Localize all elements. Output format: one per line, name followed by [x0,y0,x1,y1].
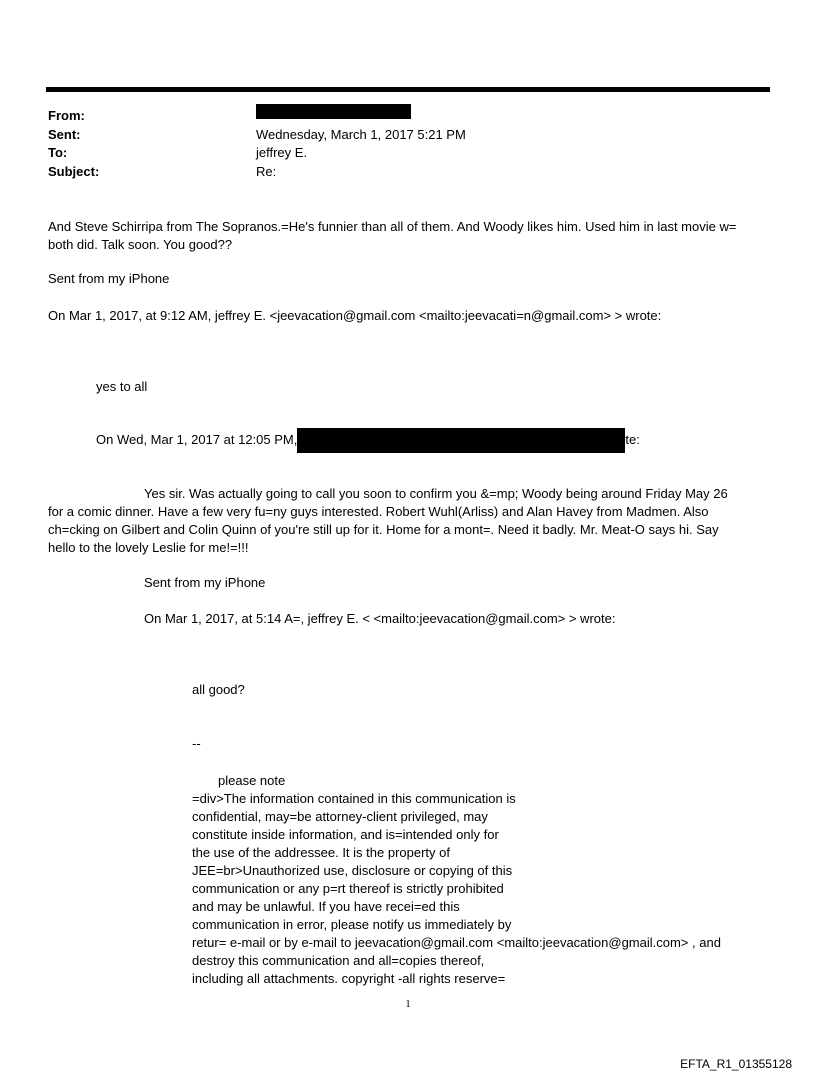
disclaimer-line: including all attachments. copyright -all rights reserve= [192,971,506,986]
from-label: From: [48,108,85,123]
sent-label: Sent: [48,126,81,142]
page-number: 1 [405,998,411,1010]
redaction-box [297,428,625,453]
paragraph-line: And Steve Schirripa from The Sopranos.=He's funnier than all of them. And Woody likes him. Used him in last movie w= [48,219,737,234]
sent-value: Wednesday, March 1, 2017 5:21 PM [256,126,466,142]
disclaimer-line: JEE=br>Unauthorized use, disclosure or copying of this [192,863,513,878]
paragraph-line: hello to the lovely Leslie for me!=!!! [48,540,249,555]
paragraph-line: ch=cking on Gilbert and Colin Quinn of you're still up for it. Home for a mont=. Need it badly. Mr. Meat-O says hi. Say [48,522,719,537]
disclaimer-line: retur= e-mail or by e-mail to jeevacation@gmail.com <mailto:jeevacation@gmail.com> , and [192,935,721,950]
disclaimer-line: communication or any p=rt thereof is strictly prohibited [192,881,504,896]
quote-header-2-prefix: On Wed, Mar 1, 2017 at 12:05 PM, [96,431,298,447]
to-label: To: [48,145,68,160]
disclaimer-line: constitute inside information, and is=intended only for [192,827,499,842]
redaction-box [256,104,411,119]
disclaimer-line: communication in error, please notify us immediately by [192,917,512,932]
reply-2: all good? [192,682,245,697]
disclaimer-line: the use of the addressee. It is the property of [192,845,450,860]
header-rule [46,87,770,92]
quote-header-2-suffix: te: [625,431,640,447]
quote-header-2 [96,428,640,453]
disclaimer [192,790,721,988]
paragraph-line: Yes sir. Was actually going to call you soon to confirm you &=mp; Woody being around Friday May 26 [144,486,728,501]
subject-value: Re: [256,163,277,179]
reply-1: yes to all [96,379,148,394]
quote-header-3: On Mar 1, 2017, at 5:14 A=, jeffrey E. < <mailto:jeevacation@gmail.com> > wrote: [144,611,616,626]
signature-2: Sent from my iPhone [144,575,266,590]
disclaimer-line: destroy this communication and all=copies thereof, [192,953,485,968]
message-paragraph-1 [48,218,736,254]
signature-1: Sent from my iPhone [48,271,170,286]
paragraph-line: both did. Talk soon. You good?? [48,237,233,252]
signature-dashes: -- [192,736,201,751]
subject-label: Subject: [48,163,100,179]
document-id: EFTA_R1_01355128 [680,1057,792,1071]
disclaimer-line: confidential, may=be attorney-client privileged, may [192,809,488,824]
disclaimer-line: =div>The information contained in this communication is [192,791,516,806]
disclaimer-line: and may be unlawful. If you have recei=ed this [192,899,460,914]
message-paragraph-2 [48,485,728,557]
to-value: jeffrey E. [256,145,308,160]
paragraph-line: for a comic dinner. Have a few very fu=ny guys interested. Robert Wuhl(Arliss) and Alan Havey from Madmen. Also [48,504,709,519]
note-title: please note [218,773,286,788]
quote-header-1: On Mar 1, 2017, at 9:12 AM, jeffrey E. <jeevacation@gmail.com <mailto:jeevacati=n@gmail.com> > wrote: [48,308,662,323]
